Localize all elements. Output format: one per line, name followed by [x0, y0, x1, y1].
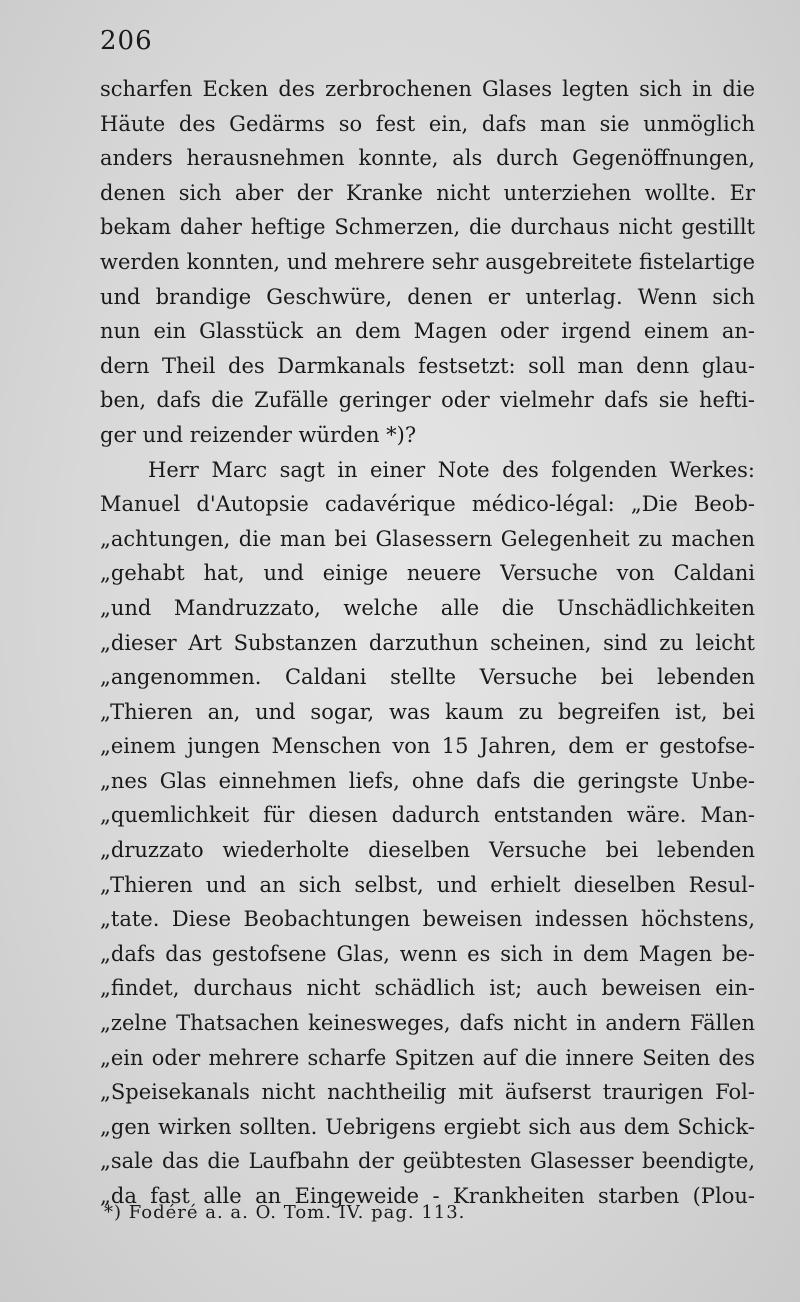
text-line: Herr Marc sagt in einer Note des folgenden Werkes: [148, 457, 755, 482]
text-line: „und Mandruzzato, welche alle die Unschädlichkeiten [100, 595, 755, 620]
text-line: bekam daher heftige Schmerzen, die durchaus nicht gestillt [100, 215, 755, 240]
text-line: ger und reizender würden *)? [100, 422, 417, 447]
text-line: „Thieren und an sich selbst, und erhielt dieselben Resul- [100, 872, 755, 897]
text-line: „angenommen. Caldani stellte Versuche bei lebenden [100, 665, 755, 690]
text-line: „druzzato wiederholte dieselben Versuche bei lebenden [100, 838, 755, 863]
text-line: „Thieren an, und sogar, was kaum zu begreifen ist, bei [100, 699, 755, 724]
text-line: scharfen Ecken des zerbrochenen Glases legten sich in die [100, 77, 755, 101]
text-line: „da fast alle an Eingeweide - Krankheiten starben (Plou- [100, 1184, 755, 1208]
footnote: *) Fodéré a. a. O. Tom. IV. pag. 113. [104, 1202, 466, 1223]
text-line: „dieser Art Substanzen darzuthun scheinen, sind zu leicht [100, 630, 755, 655]
text-line: „tate. Diese Beobachtungen beweisen indessen höchstens, [100, 907, 755, 932]
text-line: „sale das die Laufbahn der geübtesten Glasesser beendigte, [100, 1149, 755, 1174]
page-number: 206 [100, 26, 153, 56]
text-line: „ein oder mehrere scharfe Spitzen auf die innere Seiten des [100, 1045, 755, 1070]
text-line: und brandige Geschwüre, denen er unterlag. Wenn sich [100, 284, 755, 309]
text-line: „nes Glas einnehmen liefs, ohne dafs die geringste Unbe- [100, 768, 755, 793]
text-line: „Speisekanals nicht nachtheilig mit äufserst traurigen Fol- [100, 1080, 755, 1105]
body-text [100, 72, 755, 1214]
text-line: ben, dafs die Zufälle geringer oder vielmehr dafs sie hefti- [100, 388, 755, 413]
text-line: „quemlichkeit für diesen dadurch entstanden wäre. Man- [100, 803, 755, 828]
text-line: dern Theil des Darmkanals festsetzt: soll man denn glau- [100, 353, 755, 378]
text-line: werden konnten, und mehrere sehr ausgebreitete fistelartige [100, 249, 755, 274]
text-line: „einem jungen Menschen von 15 Jahren, dem er gestofse- [100, 734, 755, 759]
text-line: nun ein Glasstück an dem Magen oder irgend einem an- [100, 319, 755, 344]
text-line: „achtungen, die man bei Glasessern Gelegenheit zu machen [100, 526, 755, 551]
text-line: „findet, durchaus nicht schädlich ist; auch beweisen ein- [100, 976, 755, 1001]
text-line: „dafs das gestofsene Glas, wenn es sich in dem Magen be- [100, 941, 755, 966]
text-line: „zelne Thatsachen keinesweges, dafs nicht in andern Fällen [100, 1011, 755, 1036]
text-line: denen sich aber der Kranke nicht unterziehen wollte. Er [100, 180, 755, 205]
text-line: „gen wirken sollten. Uebrigens ergiebt sich aus dem Schick- [100, 1114, 755, 1139]
text-line-book-title: Manuel d'Autopsie cadavérique médico-légal: „Die Beob- [100, 492, 755, 517]
text-line: Häute des Gedärms so fest ein, dafs man sie unmöglich [100, 111, 755, 136]
text-line: „gehabt hat, und einige neuere Versuche von Caldani [100, 561, 755, 586]
text-line: anders herausnehmen konnte, als durch Gegenöffnungen, [100, 146, 755, 171]
